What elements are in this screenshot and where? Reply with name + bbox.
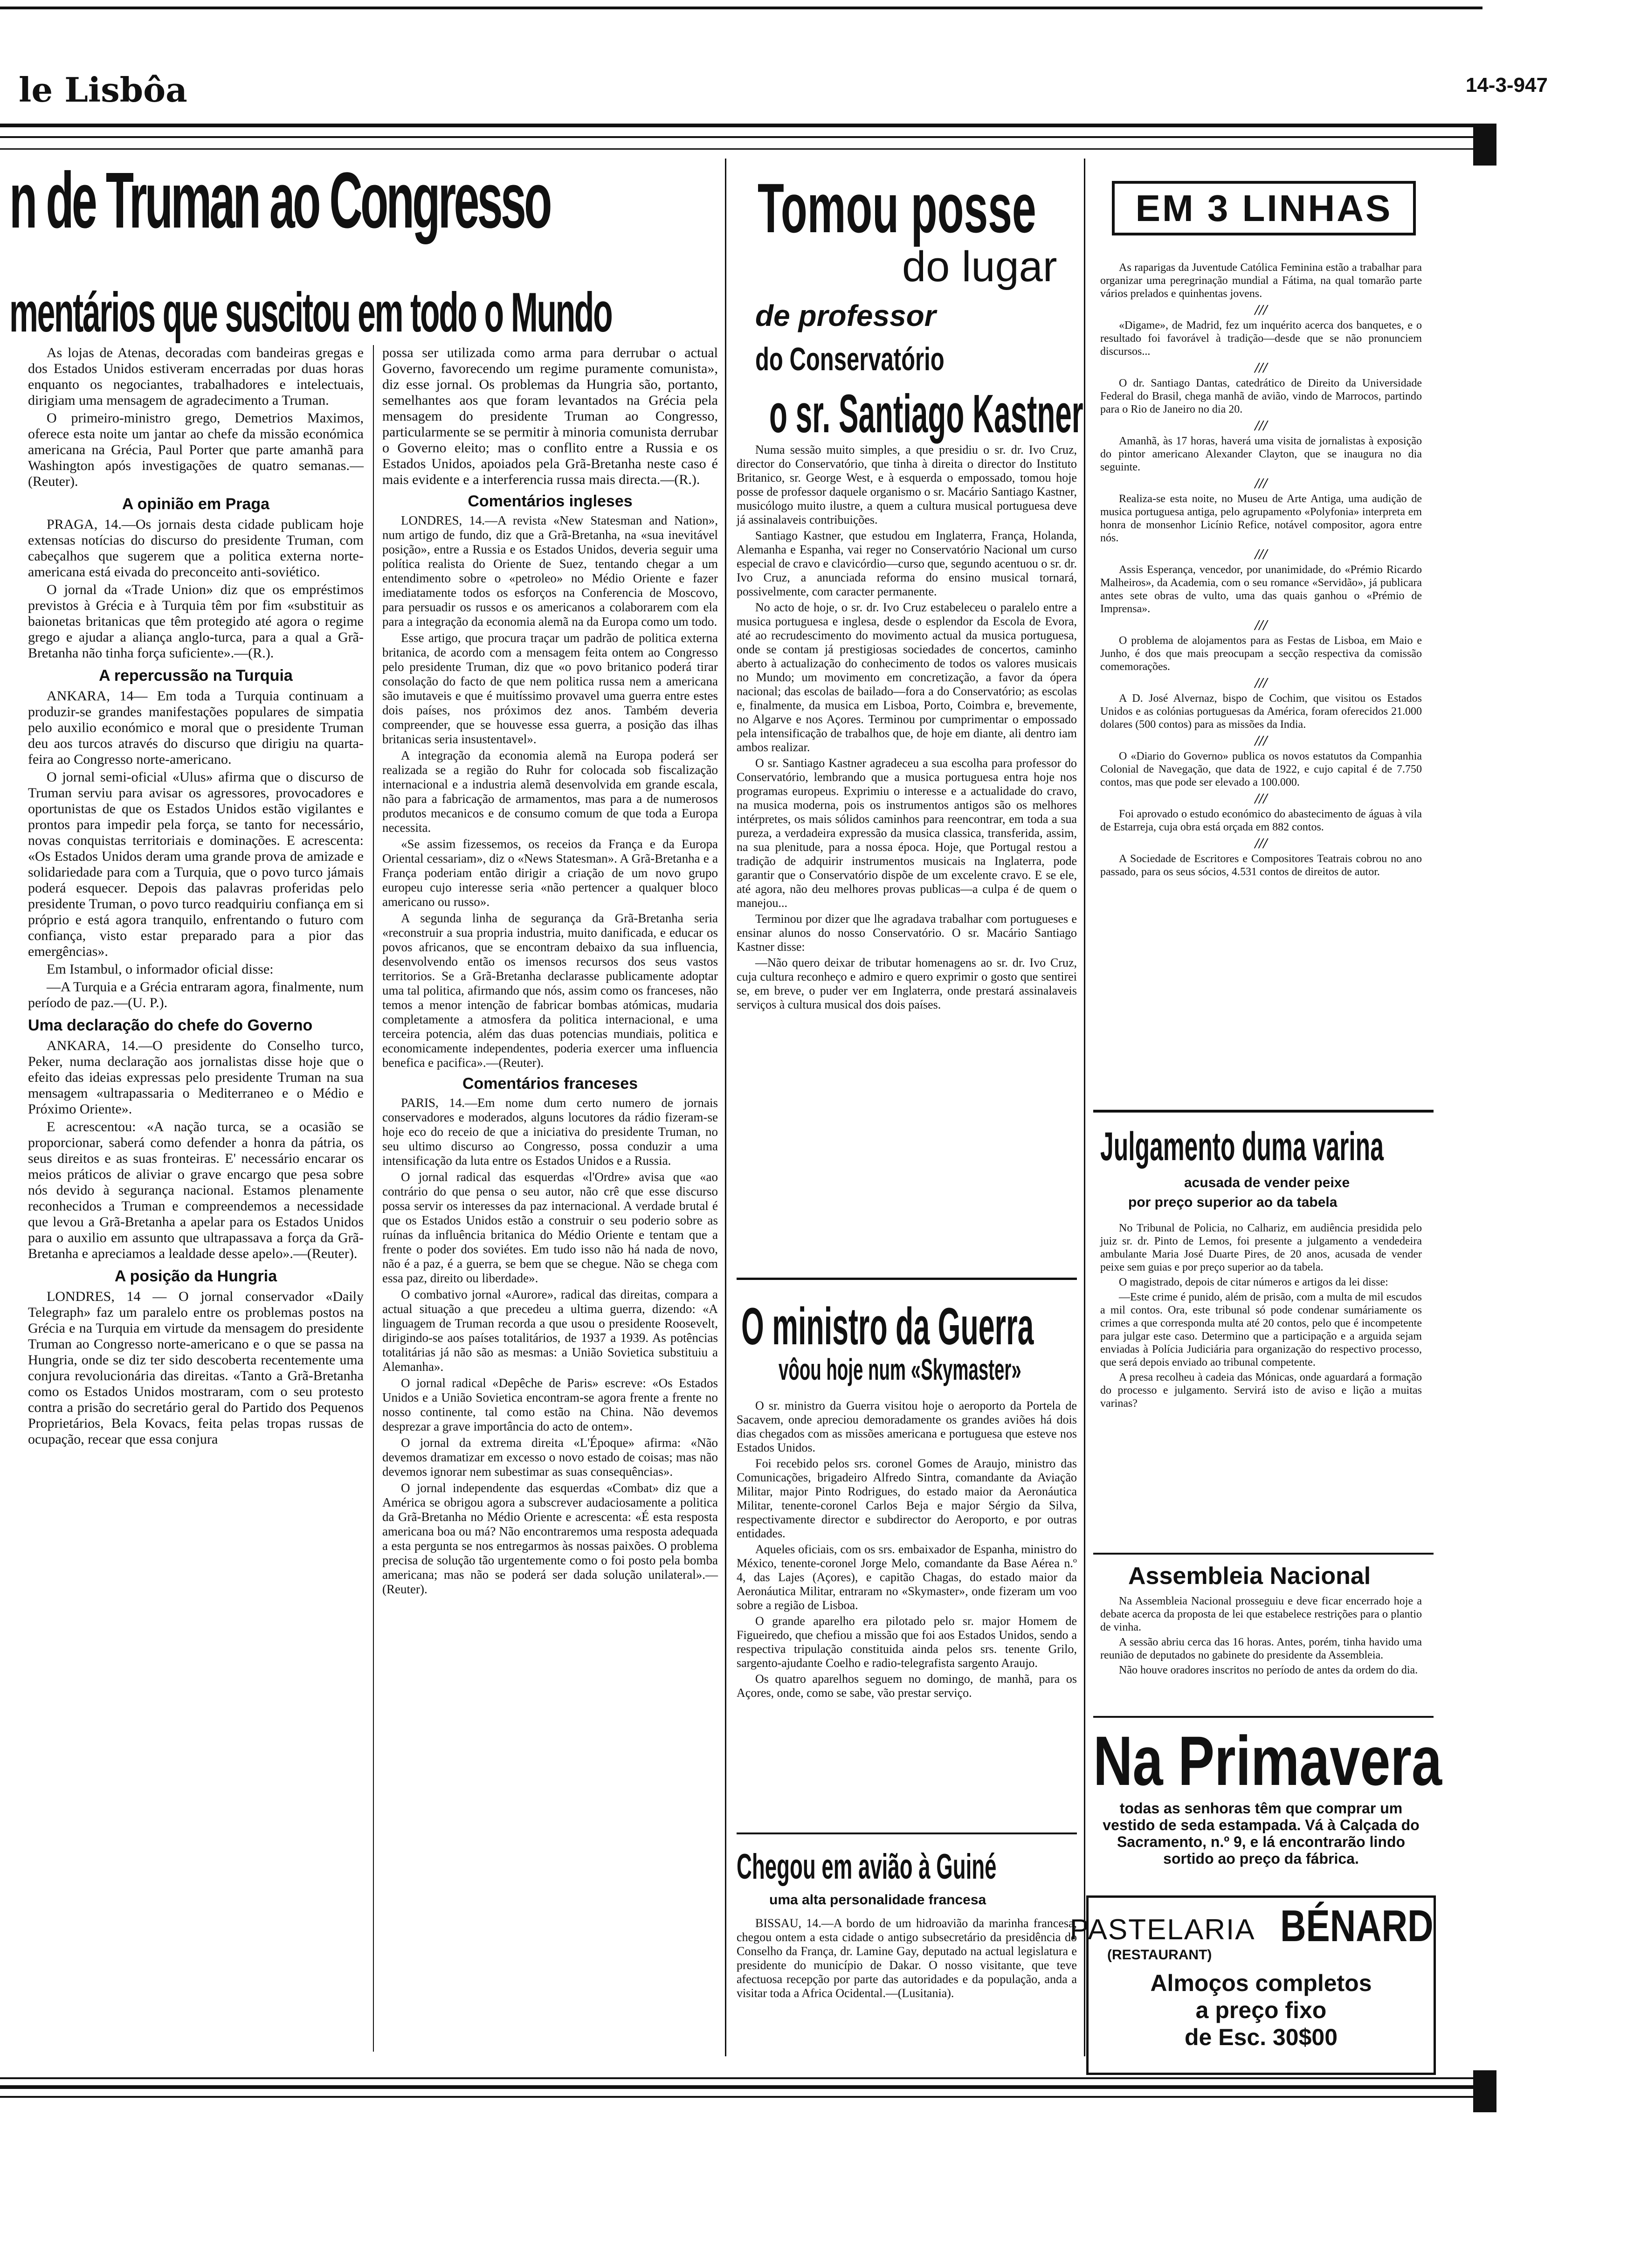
separator: /// — [1255, 674, 1268, 691]
paragraph: O sr. Santiago Kastner agradeceu a sua escolha para professor do Conservatório, lembrando que a musica portuguesa entra hoje nos programas europeus. Exprimiu o interesse e a actualidade do cravo, na musica moderna, pois os instrumentos antigos são os melhores intérpretes, os mais sólidos caminhos para reencontrar, em toda a sua pureza, a verdadeira expressão da musica classica, transferida, assim, na sua plenitude, para a nossa época. Hoje, que Portugal restou a tradição de adquirir instrumentos musicais na Inglaterra, pode garantir que o Conservatório dispõe de um excelente cravo. E se ele, até agora, não deu melhores provas publicas—a culpa é de quem o manejou... — [737, 756, 1077, 910]
list-item: O «Diario do Governo» publica os novos estatutos da Companhia Colonial de Navegação, que data de 1922, e cujo capital é de 7.750 contos, mas que pode ser elevado a 100.000. — [1100, 750, 1422, 788]
varina-subheadline-1: acusada de vender peixe — [1184, 1175, 1350, 1190]
paragraph: O primeiro-ministro grego, Demetrios Maximos, oferece esta noite um jantar ao chefe da missão económica americana na Grécia, Paul Porter que parte amanhã para Washington após investigações de quatro semanas.—(Reuter). — [28, 410, 364, 489]
truman-headline: n de Truman ao Congresso — [9, 156, 550, 245]
paragraph: O sr. ministro da Guerra visitou hoje o aeroporto da Portela de Sacavem, onde apreciou demoradamente os grandes aviões há dois dias chegados com as missões americana e portuguesa que esteve nos Estados Unidos. — [737, 1399, 1077, 1454]
pastelaria-ad-brand: BÉNARD — [1280, 1901, 1434, 1951]
separator: /// — [1255, 475, 1268, 491]
guine-article — [737, 1916, 1077, 2002]
separator: /// — [1255, 359, 1268, 376]
separator: /// — [1255, 417, 1268, 434]
list-item: Foi aprovado o estudo económico do abastecimento de águas à vila de Estarreja, cuja obra está orçada em 882 contos. — [1100, 808, 1422, 833]
list-item: Assis Esperança, vencedor, por unanimidade, do «Prémio Ricardo Malheiros», da Academia, com o seu romance «Servidão», já publicara antes sete obras de vulto, uma das quais ganhou o «Prémio de Imprensa». — [1100, 564, 1422, 615]
paragraph: PRAGA, 14.—Os jornais desta cidade publicam hoje extensas notícias do discurso do presidente Truman, com cabeçalhos que sugerem que a politica externa norte-americana está eivada do preconceito anti-soviético. — [28, 517, 364, 580]
masthead-date: 14-3-947 — [1465, 74, 1548, 97]
varina-article — [1100, 1222, 1422, 1412]
guerra-subheadline: vôou hoje num «Skymaster» — [779, 1353, 1021, 1386]
paragraph: BISSAU, 14.—A bordo de um hidroavião da marinha francesa, chegou ontem a esta cidade o antigo subsecretário da presidência do Conselho da França, dr. Lamine Gay, deputado na actual legislatura e presidente do município de Dakar. O nosso visitante, que teve afectuosa recepção por parte das autoridades e da população, anda a visitar toda a Africa Ocidental.—(Lusitania). — [737, 1916, 1077, 2000]
paragraph: ANKARA, 14.—O presidente do Conselho turco, Peker, numa declaração aos jornalistas disse hoje que o efeito das ideias expressas pelo presidente Truman na sua mensagem «ultrapassaria o Mediterraneo e o Médio e Próximo Oriente». — [28, 1038, 364, 1117]
em-3-linhas-list — [1100, 261, 1422, 880]
paragraph: O magistrado, depois de citar números e artigos da lei disse: — [1119, 1276, 1388, 1288]
kastner-headline-4: do Conservatório — [755, 341, 945, 377]
kastner-headline-1: Tomou posse — [758, 169, 1036, 247]
paragraph: O jornal independente das esquerdas «Combat» diz que a América se obrigou agora a subscrever audaciosamente a politica da Grã-Bretanha no Médio Oriente e acrescenta: «É esta resposta americana boa ou má? Não encontraremos uma resposta adequada a esta pergunta se nos entregarmos às nossas paixões. O problema precisa de solução tão urgentemente como o foi posto pela bomba americana; mas não se poderá ser dada solução unilateral».—(Reuter). — [382, 1481, 718, 1596]
paragraph: Os quatro aparelhos seguem no domingo, de manhã, para os Açores, onde, como se sabe, vão prestar serviço. — [737, 1672, 1077, 1700]
paragraph: O grande aparelho era pilotado pelo sr. major Homem de Figueiredo, que chefiou a missão que foi aos Estados Unidos, sendo a respectiva tripulação constituida ainda pelos srs. tenente Grilo, sargento-ajudante Coelho e radio-telegrafista sargento Araujo. — [737, 1614, 1077, 1670]
section-heading-franceses: Comentários franceses — [462, 1075, 638, 1093]
right-margin-bar-top — [1473, 124, 1496, 166]
bottom-rule-1 — [0, 2077, 1482, 2079]
paragraph: —A Turquia e a Grécia entraram agora, finalmente, num período de paz.—(U. P.). — [28, 979, 364, 1010]
paragraph: Santiago Kastner, que estudou em Inglaterra, França, Holanda, Alemanha e Espanha, vai reger no Conservatório Nacional um curso especial de cravo e clavicórdio—curso que, segundo acentuou o sr. dr. Ivo Cruz, a anunciada reforma do ensino musical tornará, possivelmente, com caracter permanente. — [737, 529, 1077, 598]
separator: /// — [1255, 546, 1268, 562]
truman-subheadline: mentários que suscitou em todo o Mundo — [9, 281, 612, 344]
masthead-title: le Lisbôa — [19, 70, 187, 110]
paragraph: Aqueles oficiais, com os srs. embaixador de Espanha, ministro do México, tenente-coronel Jorge Melo, comandante da Base Aérea n.º 4, das Lajes (Açores), e capitão Chagas, do estado maior da Aeronáutica Militar, entraram no «Skymaster», onde fizeram um voo sobre a região de Lisboa. — [737, 1542, 1077, 1612]
pastelaria-ad-subtitle: (RESTAURANT) — [1107, 1947, 1212, 1963]
list-item: A Sociedade de Escritores e Compositores Teatrais cobrou no ano passado, para os seus sócios, 4.531 contos de direitos de autor. — [1100, 853, 1422, 878]
paragraph: O jornal radical «Depêche de Paris» escreve: «Os Estados Unidos e a União Sovietica encontram-se agora frente a frente no nosso continente, tal como estão na China. Não devemos desprezar a grave importância do acto de ontem». — [382, 1376, 718, 1433]
bottom-rule-2 — [0, 2085, 1482, 2089]
top-border-rule — [0, 7, 1482, 9]
paragraph: Esse artigo, que procura traçar um padrão de politica externa britanica, de acordo com a mensagem feita ontem ao Congresso pelo presidente Truman, diz que «o povo britanico poderá tirar consolação do facto de que nem politica russa nem a americana são imutaveis e que é muitíssimo provavel uma guerra entre estes dois países, nos próximos dez anos. Também deveria compreender, que se houvesse essa guerra, a posição das ilhas britanicas seria insustentavel». — [382, 631, 718, 746]
paragraph: No acto de hoje, o sr. dr. Ivo Cruz estabeleceu o paralelo entre a musica portuguesa e inglesa, desde o esplendor da Escola de Evora, até ao recrudescimento do movimento actual da musica portuguesa, onde se contam já prestigiosas sociedades de concertos, caminho aberto à actualização do conhecimento de todos os valores musicais no Mundo; um movimento em concretização, a favor da ópera nacional; das escolas de bailado—fora a do Conservatório; as escolas e, finalmente, da musica em Lisboa, Porto, Coimbra e, brevemente, no Algarve e nos Açores. Terminou por cumprimentar o empossado pela intensificação de trabalhos que, de hoje em diante, ali dentro iam ambos realizar. — [737, 601, 1077, 754]
masthead-rule-3 — [0, 148, 1482, 150]
column-divider — [1084, 159, 1085, 2056]
paragraph: Em Istambul, o informador oficial disse: — [47, 961, 274, 977]
paragraph: O jornal da «Trade Union» diz que os empréstimos previstos à Grécia e à Turquia têm por fim «substituir as baionetas britanicas que têm protegido até agora o regime grego e ajudar a aliança anglo-turca, para a qual a Grã-Bretanha não tinha força suficiente».—(R.). — [28, 582, 364, 661]
primavera-ad-title: Na Primavera — [1093, 1722, 1442, 1800]
paragraph: A segunda linha de segurança da Grã-Bretanha seria «reconstruir a sua propria industria, muito danificada, e educar os povos africanos, que se encontram debaixo da sua influencia, desenvolvendo então os imensos recursos dos seus vastos territorios. Se a Grã-Bretanha declarasse publicamente adoptar uma tal politica, afirmando que nós, assim como os franceses, não temos a menor intenção de fabricar bombas atómicas, mudaria completamente a atmosfera da politica internacional, e uma terceira potencia, além das duas potencias mundiais, politica e economicamente independentes, poderia exercer uma influencia benefica e pacifica».—(Reuter). — [382, 911, 718, 1070]
list-item: A D. José Alvernaz, bispo de Cochim, que visitou os Estados Unidos e as colónias portuguesas da América, foram oferecidos 21.000 dolares (500 contos) para as missões da India. — [1100, 692, 1422, 731]
em-3-linhas-title: EM 3 LINHAS — [1112, 181, 1416, 235]
pastelaria-ad-line-1: Almoços completos — [1150, 1970, 1372, 1997]
paragraph: —Este crime é punido, além de prisão, com a multa de mil escudos a mil contos. Ora, este tribunal só pode condenar sumáriamente os crimes a que corresponda multa até 20 contos, pelo que é incompetente para julgar este caso. Determino que a participação e a arguida sejam enviadas à Polícia Judiciária para organização do respectivo processo, que será depois enviado ao tribunal competente. — [1100, 1291, 1422, 1369]
list-item: As raparigas da Juventude Católica Feminina estão a trabalhar para organizar uma peregrinação mundial a Fátima, na qual tomarão parte vários prelados e quinhentas jovens. — [1100, 262, 1422, 300]
list-item: «Digame», de Madrid, fez um inquérito acerca dos banquetes, e o resultado foi favorável à tradição—desde que se não pronunciem discursos... — [1100, 319, 1422, 358]
list-item: Realiza-se esta noite, no Museu de Arte Antiga, uma audição de musica portuguesa antiga, pelo agrupamento «Polyfonia» interpreta em honra de monsenhor Licínio Refice, notável compositor, agora entre nós. — [1100, 493, 1422, 544]
right-margin-bar-bottom — [1473, 2070, 1496, 2112]
pastelaria-ad-line-2: a preço fixo — [1195, 1997, 1327, 2024]
paragraph: LONDRES, 14 — O jornal conservador «Daily Telegraph» faz um paralelo entre os problemas postos na Grécia e na Turquia em virtude da mensagem do presidente Truman ao Congresso norte-americano e o que se passa na Hungria, onde se diz ter sido descoberta recentemente uma conjura revolucionária das direitas. «Tanto a Grã-Bretanha como os Estados Unidos mostraram, com o seu protesto contra a prisão do secretário geral do Partido dos Pequenos Proprietários, Bela Kovacs, feita pelas tropas russas de ocupação, recear que essa conjura — [28, 1289, 364, 1447]
paragraph: O jornal semi-oficial «Ulus» afirma que o discurso de Truman serviu para avisar os agressores, provocadores e oportunistas de que os Estados Unidos estão vigilantes e prontos para impedir pela força, se tanto for necessário, novas conquistas territoriais e dominações. E acrescenta: «Os Estados Unidos deram uma grande prova de amizade e solidariedade para com a Turquia, que o povo turco jámais poderá esquecer. Depois das palavras proferidas pelo presidente Truman, o povo turco readquiriu confiança em si próprio e está agora tranquilo, enfrentando o futuro com confiança, visto estar preparado para a pior das emergências». — [28, 769, 364, 959]
paragraph: Não houve oradores inscritos no período de antes da ordem do dia. — [1119, 1664, 1418, 1676]
paragraph: A presa recolheu à cadeia das Mónicas, onde aguardará a formação do processo e julgamento. Servirá isto de aviso e lição a muitas varinas? — [1100, 1371, 1422, 1410]
assembleia-article — [1100, 1595, 1422, 1679]
paragraph: PARIS, 14.—Em nome dum certo numero de jornais conservadores e moderados, alguns locutores da rádio fizeram-se hoje eco do receio de que a iniciativa do presidente Truman, no seu ultimo discurso ao Congresso, possa conduzir a uma intensificação da luta entre os Estados Unidos e a Russia. — [382, 1096, 718, 1168]
paragraph: Terminou por dizer que lhe agradava trabalhar com portugueses e ensinar alunos do nosso Conservatório. O sr. Macário Santiago Kastner disse: — [737, 912, 1077, 954]
paragraph: possa ser utilizada como arma para derrubar o actual Governo, favorecendo um regime puramente comunista», diz esse jornal. Os problemas da Hungria são, portanto, semelhantes aos que foram levantados na Grécia pela mensagem do presidente Truman ao Congresso, particularmente se se permitir à minoria comunista derrubar o Governo eleito; mas o conflito entre a Russia e os Estados Unidos, apoiados pela Grã-Bretanha neste caso é mais evidente e a interferencia russa mais directa.—(R.). — [382, 345, 718, 487]
section-rule — [1093, 1716, 1434, 1718]
section-heading-hungria: A posição da Hungria — [114, 1267, 277, 1285]
kastner-headline-3: de professor — [755, 299, 936, 332]
paragraph: O jornal da extrema direita «L'Époque» afirma: «Não devemos dramatizar em excesso o novo estado de coisas; mas não devemos ignorar nem subestimar as suas consequências». — [382, 1436, 718, 1479]
list-item: O problema de alojamentos para as Festas de Lisboa, em Maio e Junho, é dos que mais preocupam a secção respectiva da comissão comemorações. — [1100, 635, 1422, 673]
varina-headline: Julgamento duma varina — [1100, 1124, 1384, 1169]
paragraph: E acrescentou: «A nação turca, se a ocasião se proporcionar, saberá como defender a honra da pátria, os seus direitos e as suas fronteiras. E' necessário encarar os meios práticos de aliviar o grave encargo que pesa sobre nós devido à segurança nacional. Estamos plenamente reconhecidos a Truman e compreendemos a necessidade que levou a Grã-Bretanha a apelar para os Estados Unidos para o auxilio em assunto que ultrapassava a força da Grã-Bretanha e apreciamos a lealdade desse apelo».—(Reuter). — [28, 1119, 364, 1261]
list-item: O dr. Santiago Dantas, catedrático de Direito da Universidade Federal do Brasil, chega manhã de avião, vindo de Marrocos, partindo para o Rio de Janeiro no dia 20. — [1100, 377, 1422, 415]
section-rule — [737, 1832, 1077, 1834]
guerra-article — [737, 1399, 1077, 1702]
list-item: Amanhã, às 17 horas, haverá uma visita de jornalistas à exposição do pintor americano Alexander Clayton, que se inaugura no dia seguinte. — [1100, 435, 1422, 473]
paragraph: O jornal radical das esquerdas «l'Ordre» avisa que «ao contrário do que pensa o seu autor, não crê que esse discurso possa servir os interesses da paz internacional. A verdade brutal é que os Estados Unidos estão a construir o seu poderio sobre as ruínas da influência britanica do Médio Oriente e tentam que a frente o poder dos soviétes. Em tudo isso não há nada de novo, não é a paz, é a guerra, se bem que se chegue. Não se chega com essa paz, direito ou liberdade». — [382, 1170, 718, 1285]
section-heading-turquia: A repercussão na Turquia — [99, 667, 293, 685]
varina-subheadline-2: por preço superior ao da tabela — [1128, 1195, 1338, 1210]
paragraph: ANKARA, 14— Em toda a Turquia continuam a produzir-se grandes manifestações populares de simpatia pelo auxilio económico e moral que o presidente Truman deu aos turcos através do discurso que dirigiu na quarta-feira ao Congresso norte-americano. — [28, 688, 364, 767]
kastner-article — [737, 443, 1077, 1014]
paragraph: Numa sessão muito simples, a que presidiu o sr. dr. Ivo Cruz, director do Conservatório, que tinha à direita o director do Instituto Britanico, sr. George West, e à esquerda o empossado, tomou hoje posse de professor daquele organismo o sr. Macário Santiago Kastner, musicólogo muito ilustre, a quem a cultura musical portuguesa deve já assinalaveis contribuições. — [737, 443, 1077, 526]
truman-column-1 — [28, 345, 364, 1449]
kastner-headline-2: do lugar — [902, 243, 1057, 290]
separator: /// — [1255, 301, 1268, 318]
paragraph: LONDRES, 14.—A revista «New Statesman and Nation», num artigo de fundo, diz que a Grã-Bretanha, na «sua inevitável posição», entre a Russia e os Estados Unidos, deveria seguir uma política realista do Oriente de Suez, tentando chegar a um entendimento sobre o «petroleo» no Médio Oriente e fazer imediatamente todos os esforços na Conferencia de Moscovo, para persuadir os russos e os americanos a colaborarem com ela para a integração da economia alemã na da Europa como um todo. — [382, 513, 718, 629]
primavera-ad-text: todas as senhoras têm que comprar um vestido de seda estampada. Vá à Calçada do Sacramento, n.º 9, e lá encontrarão lindo sortido ao preço da fábrica. — [1103, 1800, 1420, 1867]
section-rule — [1093, 1553, 1434, 1555]
masthead-rule-2 — [0, 136, 1482, 138]
paragraph: A integração da economia alemã na Europa poderá ser realizada se a região do Ruhr for colocada sob fiscalização internacional e a industria alemã desenvolvida em grande escala, não para a fabricação de armamentos, mas para a de numerosos produtos mecanicos e de consumo comum de que toda a Europa necessita. — [382, 748, 718, 835]
column-divider — [725, 159, 726, 2056]
truman-column-2 — [382, 345, 718, 1598]
masthead-rule-1 — [0, 124, 1482, 127]
separator: /// — [1255, 732, 1268, 749]
assembleia-headline: Assembleia Nacional — [1128, 1563, 1371, 1590]
section-heading-governo: Uma declaração do chefe do Governo — [28, 1016, 313, 1034]
paragraph: A sessão abriu cerca das 16 horas. Antes, porém, tinha havido uma reunião de deputados no gabinete do presidente da Assembleia. — [1100, 1636, 1422, 1661]
pastelaria-ad-name: PASTELARIA — [1069, 1914, 1255, 1946]
pastelaria-ad-line-3: de Esc. 30$00 — [1184, 2024, 1338, 2051]
guerra-headline: O ministro da Guerra — [741, 1297, 1034, 1355]
section-rule — [1093, 1110, 1434, 1113]
guine-subheadline: uma alta personalidade francesa — [769, 1892, 986, 1908]
paragraph: Foi recebido pelos srs. coronel Gomes de Araujo, ministro das Comunicações, brigadeiro Alfredo Sintra, comandante da Aviação Militar, major Pinto Rodrigues, do estado maior da Aeronáutica Militar, tenente-coronel Carlos Beja e major Sérgio da Silva, respectivamente director e subdirector do Aeroporto, e por outras entidades. — [737, 1457, 1077, 1540]
column-divider — [373, 345, 374, 2052]
paragraph: Na Assembleia Nacional prosseguiu e deve ficar encerrado hoje a debate acerca da proposta de lei que estabelece restrições para o plantio de vinha. — [1100, 1595, 1422, 1633]
kastner-headline-5: o sr. Santiago Kastner — [769, 383, 1083, 444]
section-rule — [737, 1278, 1077, 1280]
paragraph: «Se assim fizessemos, os receios da França e da Europa Oriental cessariam», diz o «News Statesman». A Grã-Bretanha e a França poderiam então dirigir a criação de um novo grupo europeu cujo interesse seria «não pertencer a qualquer bloco americano ou russo». — [382, 837, 718, 909]
section-heading-ingleses: Comentários ingleses — [468, 492, 633, 510]
paragraph: —Não quero deixar de tributar homenagens ao sr. dr. Ivo Cruz, cuja cultura reconheço e admiro e quero exprimir o gosto que sentirei se, em breve, o puder ver em Inglaterra, onde prestará assinalaveis serviços à cultura musical dos dois países. — [737, 956, 1077, 1011]
section-heading-praga: A opinião em Praga — [122, 495, 270, 513]
paragraph: As lojas de Atenas, decoradas com bandeiras gregas e dos Estados Unidos estiveram encerradas por duas horas enquanto os negociantes, trabalhadores e intelectuais, dirigiam uma mensagem de agradecimento a Truman. — [28, 345, 364, 408]
paragraph: No Tribunal de Policia, no Calhariz, em audiência presidida pelo juiz sr. dr. Pinto de Lemos, foi presente a julgamento a vendedeira ambulante Maria José Duarte Pires, de 20 anos, acusada de vender peixe sem guias e por preço superior ao da tabela. — [1100, 1222, 1422, 1273]
separator: /// — [1255, 835, 1268, 851]
separator: /// — [1255, 616, 1268, 633]
pastelaria-ad-box — [1069, 1895, 1436, 2075]
guine-headline: Chegou em avião à Guiné — [737, 1847, 997, 1887]
pastelaria-ad-name-row — [1069, 1901, 1434, 1951]
paragraph: O combativo jornal «Aurore», radical das direitas, compara a actual situação a que precedeu a ultima guerra, dizendo: «A linguagem de Truman recorda a que usou o presidente Roosevelt, dirigindo-se aos países totalitários, de 1937 a 1939. As potências totalitárias já não são as mesmas: a União Sovietica substituiu a Alemanha». — [382, 1287, 718, 1374]
bottom-rule-3 — [0, 2096, 1482, 2098]
separator: /// — [1255, 790, 1268, 807]
